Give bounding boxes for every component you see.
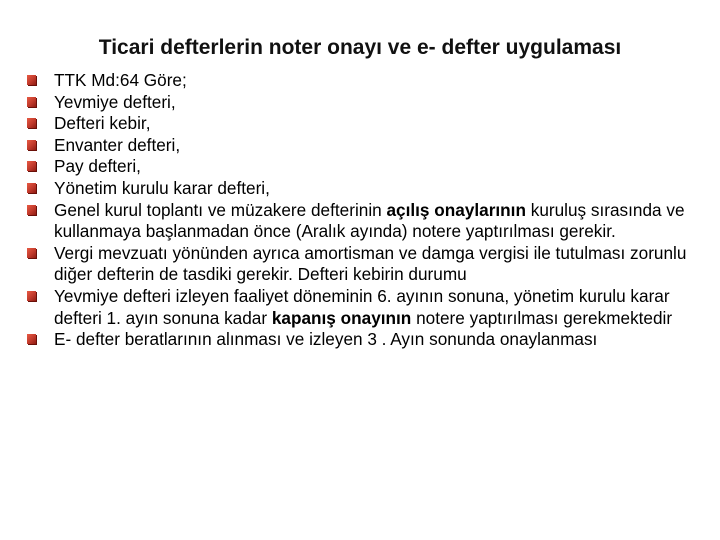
bullet-square-icon — [27, 291, 36, 301]
bullet-item — [27, 178, 697, 200]
bullet-text: Envanter defteri, — [54, 134, 181, 155]
bullet-text-pre: Genel kurul toplantı ve müzakere defterinin — [54, 199, 387, 220]
bullet-square-icon — [27, 183, 36, 193]
bullet-square-icon — [27, 118, 36, 128]
bullet-text-pre: Yevmiye defteri izleyen faaliyet döneminin 6. ayının sonuna, yönetim kurulu karar defteri 1. ayın sonuna kadar — [54, 285, 670, 328]
bullet-text: Yönetim kurulu karar defteri, — [54, 177, 270, 198]
bullet-square-icon — [27, 205, 36, 215]
bullet-text: Pay defteri, — [54, 156, 141, 177]
bullet-item — [27, 329, 697, 351]
bullet-text-bold: kapanış onayının — [271, 307, 412, 328]
bullet-text: Yevmiye defteri, — [54, 91, 176, 112]
bullet-text: E- defter beratlarının alınması ve izleyen 3 . Ayın sonunda onaylanması — [54, 329, 598, 350]
bullet-item — [27, 156, 697, 178]
bullet-text-bold: açılış onaylarının — [386, 199, 526, 220]
bullet-item — [27, 243, 697, 286]
bullet-text-post: notere yaptırılması gerekmektedir — [411, 307, 673, 328]
bullet-square-icon — [27, 334, 36, 344]
bullet-text: TTK Md:64 Göre; — [54, 70, 187, 90]
bullet-square-icon — [27, 97, 36, 107]
bullet-square-icon — [27, 75, 36, 85]
bullet-text: Defteri kebir, — [54, 113, 151, 134]
bullet-square-icon — [27, 248, 36, 258]
bullet-text-post: kuruluş sırasında ve kullanmaya başlanmadan önce (Aralık ayında) notere yaptırılması gerekir. — [54, 199, 685, 242]
bullet-text: Vergi mevzuatı yönünden ayrıca amortisman ve damga vergisi ile tutulması zorunlu diğer defterin de tasdiki gerekir. Defteri kebirin durumu — [54, 242, 687, 285]
bullet-square-icon — [27, 161, 36, 171]
bullet-item — [27, 92, 697, 114]
bullet-item — [27, 113, 697, 135]
bullet-list — [27, 70, 697, 351]
bullet-item — [27, 286, 697, 329]
slide-title: Ticari defterlerin noter onayı ve e- defter uygulaması — [98, 36, 622, 59]
bullet-item — [27, 70, 697, 92]
bullet-item — [27, 135, 697, 157]
bullet-square-icon — [27, 140, 36, 150]
bullet-item — [27, 200, 697, 243]
